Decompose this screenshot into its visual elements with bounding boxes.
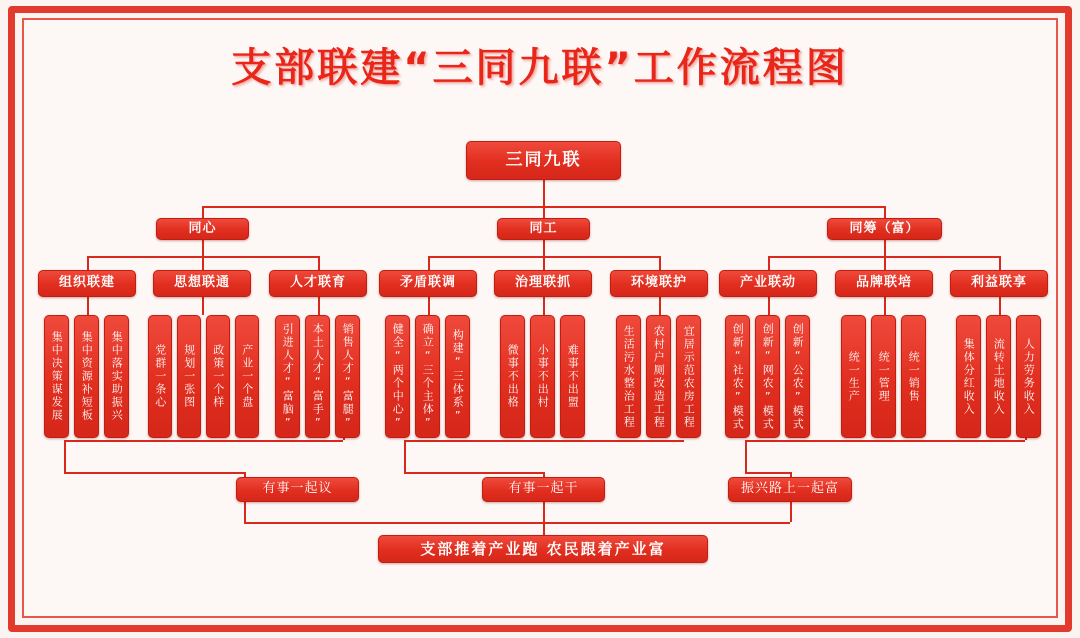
leaf-node-1-1-2[interactable]: 难事不出盟 xyxy=(560,315,585,438)
connector xyxy=(202,297,204,315)
connector xyxy=(428,297,430,315)
leaf-node-0-0-2[interactable]: 集中落实助振兴 xyxy=(104,315,129,438)
group-node-2[interactable]: 同筹（富） xyxy=(827,218,942,240)
connector xyxy=(404,472,543,474)
group-node-1[interactable]: 同工 xyxy=(497,218,590,240)
connector xyxy=(404,440,684,442)
bottom-node-0[interactable]: 有事一起议 xyxy=(236,477,359,502)
branch-node-0-2[interactable]: 人才联育 xyxy=(269,270,367,297)
leaf-node-0-0-1[interactable]: 集中资源补短板 xyxy=(74,315,99,438)
leaf-node-1-0-1[interactable]: 确立“三个主体” xyxy=(415,315,440,438)
leaf-node-1-0-2[interactable]: 构建“三体系” xyxy=(445,315,470,438)
page-title: 支部联建“三同九联”工作流程图 xyxy=(231,45,849,91)
footer-node[interactable]: 支部推着产业跑 农民跟着产业富 xyxy=(378,535,708,563)
leaf-node-0-1-2[interactable]: 政策一个样 xyxy=(206,315,230,438)
leaf-node-2-1-0[interactable]: 统一生产 xyxy=(841,315,866,438)
leaf-node-0-0-0[interactable]: 集中决策谋发展 xyxy=(44,315,69,438)
connector xyxy=(884,240,886,256)
connector xyxy=(64,472,244,474)
bottom-node-1[interactable]: 有事一起干 xyxy=(482,477,605,502)
connector xyxy=(543,240,545,256)
leaf-node-2-2-0[interactable]: 集体分红收入 xyxy=(956,315,981,438)
group-node-0[interactable]: 同心 xyxy=(156,218,249,240)
leaf-node-0-2-1[interactable]: 本土人才“富手” xyxy=(305,315,330,438)
leaf-node-2-0-1[interactable]: 创新“网农”模式 xyxy=(755,315,780,438)
branch-node-0-0[interactable]: 组织联建 xyxy=(38,270,136,297)
connector xyxy=(543,502,545,535)
connector xyxy=(64,440,343,442)
leaf-node-2-2-2[interactable]: 人力劳务收入 xyxy=(1016,315,1041,438)
leaf-node-1-1-0[interactable]: 微事不出格 xyxy=(500,315,525,438)
connector xyxy=(202,256,204,270)
leaf-node-2-0-2[interactable]: 创新“公农”模式 xyxy=(785,315,810,438)
leaf-node-1-1-1[interactable]: 小事不出村 xyxy=(530,315,555,438)
leaf-node-1-2-2[interactable]: 宜居示范农房工程 xyxy=(676,315,701,438)
leaf-node-0-1-3[interactable]: 产业一个盘 xyxy=(235,315,259,438)
branch-node-2-0[interactable]: 产业联动 xyxy=(719,270,817,297)
connector xyxy=(543,297,545,315)
branch-node-0-1[interactable]: 思想联通 xyxy=(153,270,251,297)
connector xyxy=(87,256,89,270)
connector xyxy=(999,256,1001,270)
leaf-node-0-1-0[interactable]: 党群一条心 xyxy=(148,315,172,438)
leaf-node-2-1-2[interactable]: 统一销售 xyxy=(901,315,926,438)
leaf-node-2-2-1[interactable]: 流转土地收入 xyxy=(986,315,1011,438)
connector xyxy=(318,256,320,270)
connector xyxy=(428,256,430,270)
connector xyxy=(659,297,661,315)
root-node[interactable]: 三同九联 xyxy=(466,141,621,180)
connector xyxy=(659,256,661,270)
leaf-node-2-0-0[interactable]: 创新“社农”模式 xyxy=(725,315,750,438)
connector xyxy=(745,440,1025,442)
connector xyxy=(790,502,792,522)
leaf-node-0-2-0[interactable]: 引进人才“富脑” xyxy=(275,315,300,438)
branch-node-2-1[interactable]: 品牌联培 xyxy=(835,270,933,297)
branch-node-2-2[interactable]: 利益联享 xyxy=(950,270,1048,297)
connector xyxy=(884,206,886,218)
connector xyxy=(745,472,790,474)
connector xyxy=(884,297,886,315)
connector xyxy=(768,297,770,315)
connector xyxy=(543,256,545,270)
connector xyxy=(202,240,204,256)
bottom-node-2[interactable]: 振兴路上一起富 xyxy=(728,477,852,502)
leaf-node-0-2-2[interactable]: 销售人才“富腿” xyxy=(335,315,360,438)
leaf-node-1-2-1[interactable]: 农村户厕改造工程 xyxy=(646,315,671,438)
connector xyxy=(64,440,66,472)
leaf-node-1-0-0[interactable]: 健全“两个中心” xyxy=(385,315,410,438)
connector xyxy=(999,297,1001,315)
connector xyxy=(745,440,747,472)
connector xyxy=(404,440,406,472)
connector xyxy=(202,206,204,218)
branch-node-1-2[interactable]: 环境联护 xyxy=(610,270,708,297)
branch-node-1-0[interactable]: 矛盾联调 xyxy=(379,270,477,297)
connector xyxy=(543,180,545,206)
connector xyxy=(318,297,320,315)
connector xyxy=(768,256,770,270)
leaf-node-2-1-1[interactable]: 统一管理 xyxy=(871,315,896,438)
branch-node-1-1[interactable]: 治理联抓 xyxy=(494,270,592,297)
leaf-node-1-2-0[interactable]: 生活污水整治工程 xyxy=(616,315,641,438)
leaf-node-0-1-1[interactable]: 规划一张图 xyxy=(177,315,201,438)
connector xyxy=(244,502,246,522)
connector xyxy=(884,256,886,270)
connector xyxy=(87,297,89,315)
connector xyxy=(543,206,545,218)
connector xyxy=(244,522,790,524)
